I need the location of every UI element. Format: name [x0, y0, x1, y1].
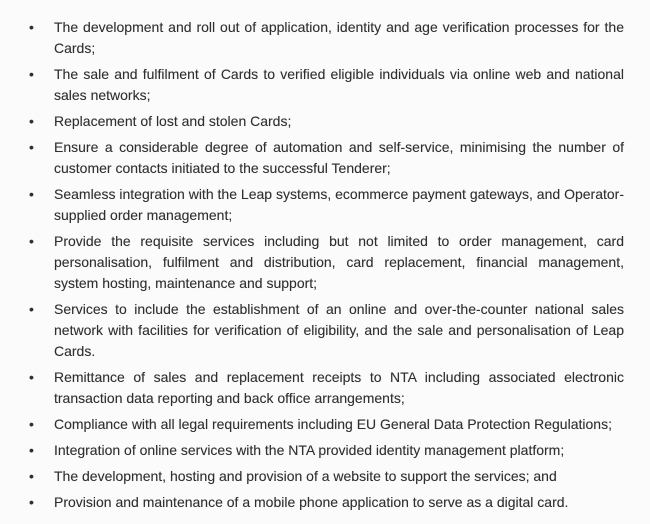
list-item — [29, 137, 624, 179]
bullet-line: Ensure a considerable degree of automation and self-service, minimising the number of — [54, 139, 624, 155]
bullet-list — [29, 17, 624, 513]
bullet-line: customer contacts initiated to the successful Tenderer; — [54, 160, 391, 176]
list-item — [29, 299, 624, 362]
bullet-line: Replacement of lost and stolen Cards; — [54, 113, 292, 129]
bullet-line: Cards; — [54, 40, 96, 56]
bullet-icon: • — [29, 66, 34, 82]
list-item — [29, 440, 624, 461]
bullet-icon: • — [29, 494, 34, 510]
bullet-line: Cards. — [54, 343, 96, 359]
bullet-line: personalisation, fulfilment and distribution, card replacement, financial management, — [54, 254, 624, 270]
bullet-line: Provide the requisite services including but not limited to order management, card — [54, 233, 624, 249]
bullet-line: network with facilities for verification of eligibility, and the sale and personalisation of Leap — [54, 322, 624, 338]
bullet-icon: • — [29, 468, 34, 484]
bullet-line: Seamless integration with the Leap systems, ecommerce payment gateways, and Operator- — [54, 186, 624, 202]
bullet-line: supplied order management; — [54, 207, 233, 223]
list-item — [29, 17, 624, 59]
bullet-icon: • — [29, 301, 34, 317]
bullet-icon: • — [29, 113, 34, 129]
list-item — [29, 231, 624, 294]
list-item — [29, 492, 624, 513]
list-item — [29, 414, 624, 435]
bullet-icon: • — [29, 369, 34, 385]
bullet-line: Provision and maintenance of a mobile phone application to serve as a digital card. — [54, 494, 569, 510]
bullet-line: Integration of online services with the NTA provided identity management platform; — [54, 442, 565, 458]
bullet-icon: • — [29, 139, 34, 155]
bullet-line: The development, hosting and provision of a website to support the services; and — [54, 468, 557, 484]
bullet-line: system hosting, maintenance and support; — [54, 275, 318, 291]
list-item — [29, 64, 624, 106]
bullet-line: transaction data reporting and back office arrangements; — [54, 390, 405, 406]
bullet-icon: • — [29, 233, 34, 249]
bullet-icon: • — [29, 442, 34, 458]
bullet-line: The sale and fulfilment of Cards to verified eligible individuals via online web and national — [54, 66, 624, 82]
bullet-icon: • — [29, 186, 34, 202]
bullet-icon: • — [29, 19, 34, 35]
list-item — [29, 367, 624, 409]
bullet-line: The development and roll out of application, identity and age verification processes for the — [54, 19, 624, 35]
list-item — [29, 466, 624, 487]
list-item — [29, 184, 624, 226]
bullet-line: Remittance of sales and replacement receipts to NTA including associated electronic — [54, 369, 624, 385]
bullet-line: sales networks; — [54, 87, 151, 103]
list-item — [29, 111, 624, 132]
bullet-line: Compliance with all legal requirements including EU General Data Protection Regulations; — [54, 416, 612, 432]
bullet-icon: • — [29, 416, 34, 432]
bullet-line: Services to include the establishment of an online and over-the-counter national sales — [54, 301, 624, 317]
